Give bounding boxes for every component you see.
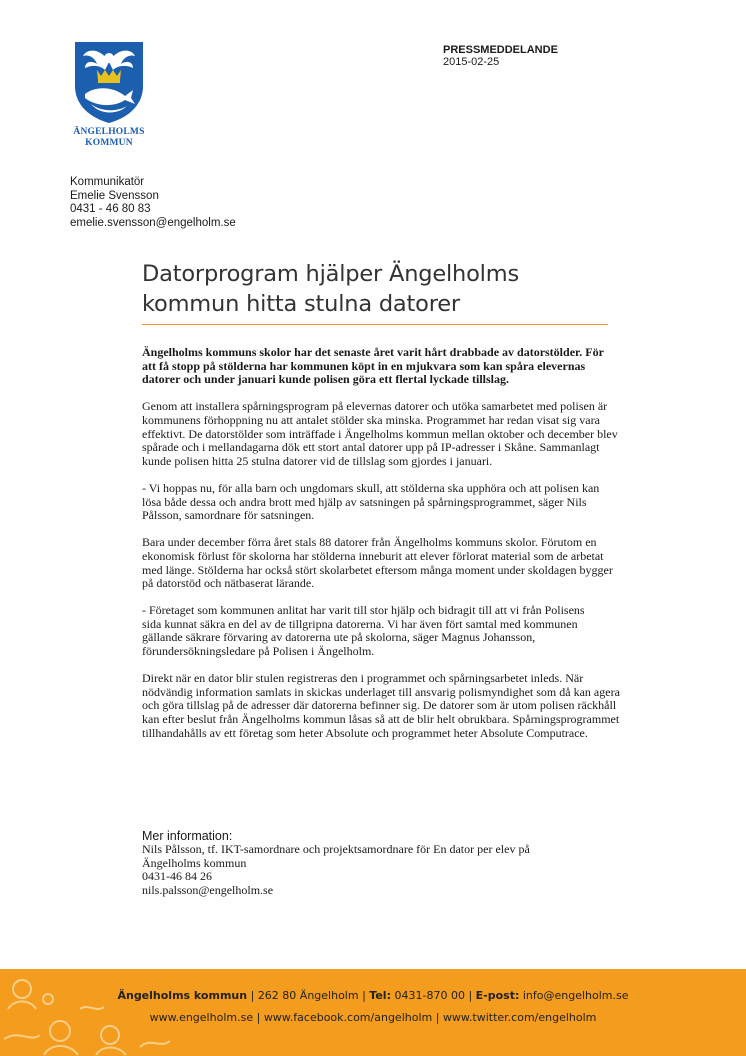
text-line: tillhandahålls av ett företag som heter Absolute och programmet heter Absolute Computrace. (142, 725, 588, 740)
text-line: med länge. Stölderna har också stört skolarbetet eftersom många moment under skoldagen bygger (142, 562, 613, 577)
more-info-line: nils.palsson@engelholm.se (142, 882, 274, 897)
text-line: kommunens förhoppning nu att antalet stölder ska minska. Programmet har redan visat sig vara (142, 412, 600, 427)
footer-email-label: E-post: (475, 989, 520, 1002)
press-date: 2015-02-25 (443, 56, 500, 68)
footer-bar (0, 969, 746, 1056)
more-info-heading: Mer information: (142, 829, 233, 843)
text-line: förundersökningsledare på Polisen i Ängelholm. (142, 644, 375, 659)
more-info-line: Ängelholms kommun (142, 855, 247, 870)
footer-twitter-link[interactable]: www.twitter.com/engelholm (442, 1011, 597, 1024)
text-line: Ängelholms kommuns skolor har det senaste året varit hårt drabbade av datorstölder. För (142, 345, 604, 359)
contact-name: Emelie Svensson (70, 189, 159, 202)
text-line: Direkt när en dator blir stulen registreras den i programmet och spårningsarbetet inleds. När (142, 671, 584, 686)
text-line: gällande säkrare förvaring av datorerna ute på skolorna, säger Magnus Johansson, (142, 630, 536, 645)
contact-phone: 0431 - 46 80 83 (70, 203, 151, 215)
paragraph (142, 671, 620, 740)
footer-separator: | (435, 1011, 440, 1024)
text-line: och göra tillslag på de adresser där datorerna befinner sig. De datorer som är utom polisen räckhåll (142, 698, 617, 713)
paragraph (142, 604, 612, 658)
footer-tel: 0431-870 00 (394, 989, 465, 1002)
text-line: ekonomisk förlust för skolorna har stölderna inneburit att elever förlorat material som de arbetat (142, 548, 604, 563)
press-header (443, 44, 558, 68)
footer-org: Ängelholms kommun (117, 989, 248, 1002)
footer-links-line (0, 1011, 746, 1024)
text-line: kunde polisen hitta 25 stulna datorer vid de tillslag som gjordes i januari. (142, 453, 493, 468)
footer-email-link[interactable]: info@engelholm.se (522, 989, 629, 1002)
footer-tel-label: Tel: (369, 989, 391, 1002)
footer-separator: | (468, 989, 473, 1002)
text-line: Pålsson, samordnare för satsningen. (142, 508, 315, 523)
text-line: att få stopp på stölderna har kommunen köpt in en mjukvara som kan spåra elevernas (142, 358, 586, 373)
footer-contact-line (0, 989, 746, 1002)
text-line: på datorstöd och nätbaserat lärande. (142, 576, 315, 591)
footer-separator: | (362, 989, 366, 1002)
title-divider (142, 324, 608, 325)
more-info-line: 0431-46 84 26 (142, 869, 212, 884)
footer-facebook-link[interactable]: www.facebook.com/angelholm (263, 1011, 433, 1024)
more-info-block (142, 829, 530, 897)
contact-email: emelie.svensson@engelholm.se (70, 216, 236, 229)
lead-paragraph (142, 346, 612, 387)
title-line-2: kommun hitta stulna datorer (142, 291, 460, 317)
text-line: - Företaget som kommunen anlitat har varit till stor hjälp och bidragit till att vi från Polisens (142, 603, 585, 618)
text-line: nödvändig information samlats in skickas underlaget till ansvarig polismyndighet som då kan agera (142, 684, 620, 699)
text-line: datorer och under januari kunde polisen göra ett flertal lyckade tillslag. (142, 372, 510, 387)
page-title (142, 259, 612, 319)
text-line: lösa både dessa och andra brott med hjälp av satsningen på spårningsprogrammet, säger Nils (142, 494, 587, 509)
footer-address: 262 80 Ängelholm (257, 989, 359, 1002)
text-line: Genom att installera spårningsprogram på elevernas datorer och utöka samarbetet med polisen är (142, 399, 608, 414)
footer-separator: | (256, 1011, 261, 1024)
logo-line-2: KOMMUN (85, 138, 133, 148)
more-info-line: Nils Pålsson, tf. IKT-samordnare och projektsamordnare för En dator per elev på (142, 842, 530, 856)
paragraph (142, 482, 612, 523)
text-line: sida kunnat säkra en del av de tillgripna datorerna. Vi har även fört samtal med kommunen (142, 616, 578, 631)
text-line: spårade och i mellandagarna dök ett stort antal datorer upp på IP-adresser i Skåne. Sammanlagt (142, 440, 600, 455)
footer-separator: | (250, 989, 255, 1002)
contact-block (70, 176, 236, 230)
paragraph (142, 399, 618, 468)
text-line: kan efter beslut från Ängelholms kommun låsas så att de blir helt obrukbara. Spårningsprogrammet (142, 712, 620, 727)
logo-line-1: ÄNGELHOLMS (73, 127, 145, 137)
municipality-logo (66, 40, 152, 149)
article-body (142, 345, 620, 754)
text-line: Bara under december förra året stals 88 datorer från Ängelholms kommuns skolor. Förutom en (142, 535, 597, 550)
text-line: effektivt. De datorstölder som inträffade i Ängelholms kommun mellan oktober och december blev (142, 426, 618, 441)
contact-role: Kommunikatör (70, 176, 145, 188)
text-line: - Vi hoppas nu, för alla barn och ungdomars skull, att stölderna ska upphöra och att polisen kan (142, 480, 600, 495)
coat-of-arms-icon (73, 40, 145, 124)
press-release-label: PRESSMEDDELANDE (443, 44, 558, 56)
footer-web-link[interactable]: www.engelholm.se (149, 1011, 254, 1024)
title-line-1: Datorprogram hjälper Ängelholms (142, 261, 519, 287)
paragraph (142, 536, 612, 590)
